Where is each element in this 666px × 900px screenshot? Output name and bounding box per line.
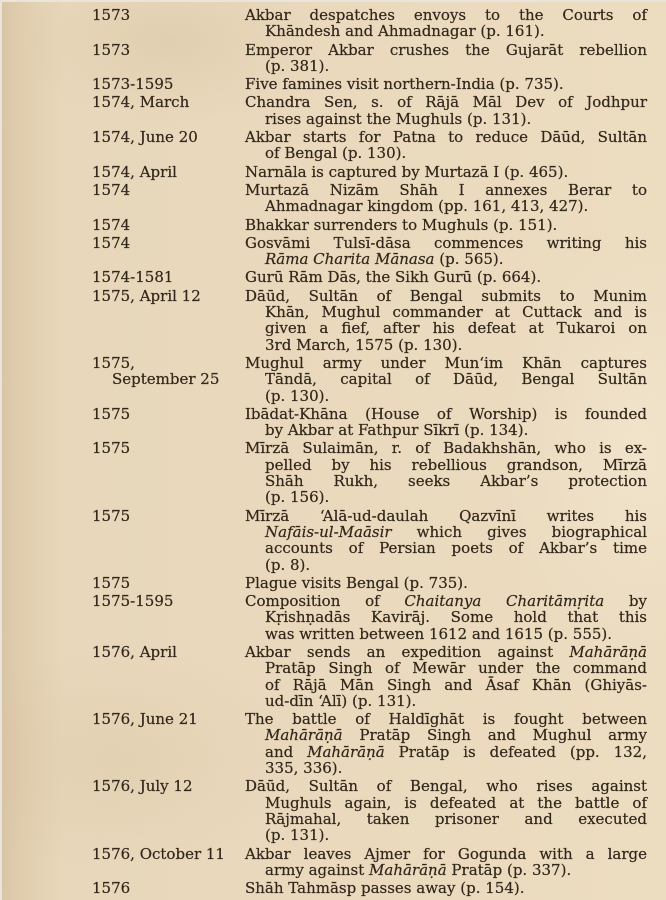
entry-date: 1574-1581 — [92, 268, 174, 287]
event-text — [245, 269, 647, 285]
event-text — [245, 711, 647, 776]
event-text-line — [245, 42, 647, 58]
date-cell — [92, 778, 245, 794]
text-segment: Kṛishṇadās Kavirāj. Some hold that this — [265, 608, 647, 627]
text-segment: Pratāp Singh and Mughul army — [342, 726, 647, 745]
timeline-row — [92, 846, 647, 879]
event-text-line — [245, 778, 647, 794]
entry-date-line2: September 25 — [112, 370, 220, 389]
event-text-line — [245, 7, 647, 23]
event-text-line — [245, 164, 647, 180]
event-text — [245, 440, 647, 505]
timeline-row — [92, 76, 647, 92]
date-cell — [92, 355, 245, 388]
text-segment: Akbar despatches envoys to the Courts of — [245, 6, 647, 24]
entry-date: 1576, July 12 — [92, 777, 193, 796]
text-segment: The battle of Haldīghāt is fought between — [245, 710, 647, 729]
date-cell — [92, 42, 245, 58]
timeline-row — [92, 508, 647, 573]
text-segment: Mughul army under Mun‘im Khān captures — [245, 353, 647, 372]
timeline-row — [92, 711, 647, 776]
text-segment: accounts of Persian poets of Akbar’s time — [265, 539, 647, 558]
text-segment: Pratāp (p. 337). — [446, 860, 572, 879]
text-segment: which gives biographical — [391, 522, 647, 541]
timeline-row — [92, 575, 647, 591]
event-text — [245, 235, 647, 268]
text-segment: Tāndā, capital of Dāūd, Bengal Sultān — [265, 370, 647, 389]
timeline-row — [92, 593, 647, 642]
entry-date: 1575 — [92, 439, 131, 458]
event-text-line — [245, 489, 647, 505]
text-segment: (p. 130). — [265, 386, 330, 405]
event-text — [245, 508, 647, 573]
text-segment: of Bengal (p. 130). — [265, 144, 407, 163]
text-segment: Akbar leaves Ajmer for Gogunda with a large — [245, 844, 647, 863]
date-cell — [92, 440, 245, 456]
event-text-line — [245, 76, 647, 92]
event-text-line — [245, 457, 647, 473]
timeline-row — [92, 235, 647, 268]
text-segment: Five famines visit northern-India (p. 735). — [245, 75, 564, 94]
event-text-line — [245, 145, 647, 161]
timeline-row — [92, 880, 647, 896]
text-segment: Pratāp is defeated (pp. 132, — [384, 742, 647, 761]
event-text — [245, 355, 647, 404]
date-cell — [92, 217, 245, 233]
date-cell — [92, 880, 245, 896]
event-text-line — [245, 269, 647, 285]
date-cell — [92, 94, 245, 110]
event-text-line — [245, 827, 647, 843]
text-segment: by — [604, 592, 647, 611]
text-segment: Pratāp Singh of Mewār under the command — [265, 659, 647, 678]
text-segment: Khāndesh and Ahmadnagar (p. 161). — [265, 22, 545, 41]
event-text-line — [245, 355, 647, 371]
text-segment: Gosvāmi Tulsī-dāsa commences writing his — [245, 233, 647, 252]
entry-date: 1573 — [92, 6, 131, 24]
italic-work-title: Mahārāṇā — [265, 726, 343, 745]
event-text-line — [245, 440, 647, 456]
entry-date: 1574, March — [92, 93, 190, 112]
date-cell — [92, 235, 245, 251]
event-text-line — [245, 320, 647, 336]
entry-date: 1575, — [92, 353, 135, 372]
event-text-line — [245, 575, 647, 591]
event-text-line — [245, 609, 647, 625]
timeline-row — [92, 182, 647, 215]
text-segment: given a fief, after his defeat at Tukaroi on — [265, 319, 647, 338]
event-text-line — [245, 593, 647, 609]
date-cell — [92, 593, 245, 609]
text-segment: (p. 8). — [265, 555, 311, 574]
entry-date: 1576 — [92, 879, 131, 898]
event-text — [245, 575, 647, 591]
text-segment: pelled by his rebellious grandson, Mīrzā — [265, 455, 647, 474]
text-segment: Composition of — [245, 592, 405, 611]
entry-date: 1575 — [92, 404, 131, 423]
timeline-row — [92, 129, 647, 162]
entry-date: 1576, June 21 — [92, 710, 198, 729]
date-cell — [92, 164, 245, 180]
text-segment: Bhakkar surrenders to Mughuls (p. 151). — [245, 215, 558, 234]
event-text-line — [245, 235, 647, 251]
event-text-line — [245, 406, 647, 422]
text-segment: of Rājā Mān Singh and Āsaf Khān (Ghiyās- — [265, 675, 647, 694]
event-text-line — [245, 524, 647, 540]
italic-work-title: Mahārāṇā — [369, 860, 447, 879]
timeline-row — [92, 217, 647, 233]
text-segment: (p. 565). — [434, 250, 504, 269]
timeline-row — [92, 644, 647, 709]
italic-work-title: Nafāis-ul-Maāsir — [265, 522, 392, 541]
event-text-line — [245, 58, 647, 74]
event-text — [245, 406, 647, 439]
scan-edge-left — [0, 0, 2, 900]
event-text — [245, 182, 647, 215]
event-text-line — [245, 304, 647, 320]
entry-date: 1574, April — [92, 162, 177, 181]
text-segment: 335, 336). — [265, 759, 343, 778]
event-text — [245, 129, 647, 162]
event-text-line — [245, 388, 647, 404]
event-text-line — [245, 880, 647, 896]
italic-work-title: Chaitanya Charitāmṛita — [404, 592, 605, 611]
text-segment: (p. 381). — [265, 56, 330, 75]
date-cell — [92, 7, 245, 23]
timeline — [92, 7, 647, 898]
text-segment: Dāūd, Sultān of Bengal, who rises against — [245, 777, 647, 796]
italic-work-title: Rāma Charita Mānasa — [265, 250, 435, 269]
text-segment: by Akbar at Fathpur Sīkrī (p. 134). — [265, 421, 529, 440]
entry-date: 1574, June 20 — [92, 128, 198, 147]
event-text-line — [245, 422, 647, 438]
entry-date: 1575-1595 — [92, 592, 174, 611]
scan-edge-top — [0, 0, 666, 2]
event-text-line — [245, 644, 647, 660]
event-text — [245, 76, 647, 92]
event-text — [245, 164, 647, 180]
event-text-line — [245, 94, 647, 110]
event-text — [245, 644, 647, 709]
text-segment: Shāh Rukh, seeks Akbar’s protection — [265, 472, 647, 491]
event-text — [245, 7, 647, 40]
text-segment: rises against the Mughuls (p. 131). — [265, 109, 532, 128]
event-text-line — [245, 626, 647, 642]
date-cell — [92, 269, 245, 285]
entry-date: 1576, October 11 — [92, 844, 225, 863]
entry-date: 1575 — [92, 506, 131, 525]
event-text — [245, 880, 647, 896]
event-text-line — [245, 182, 647, 198]
entry-date: 1574 — [92, 233, 131, 252]
text-segment: (p. 156). — [265, 488, 330, 507]
event-text-line — [245, 660, 647, 676]
text-segment: Mīrzā Sulaimān, r. of Badakhshān, who is ex- — [245, 439, 647, 458]
timeline-row — [92, 288, 647, 353]
text-segment: Emperor Akbar crushes the Gujarāt rebellion — [245, 40, 647, 59]
event-text-line — [245, 129, 647, 145]
timeline-row — [92, 440, 647, 505]
text-segment: Akbar sends an expedition against — [245, 642, 570, 661]
event-text-line — [245, 727, 647, 743]
text-segment: Mīrzā ‘Alā-ud-daulah Qazvīnī writes his — [245, 506, 647, 525]
text-segment: Chandra Sen, s. of Rājā Māl Dev of Jodhpur — [245, 93, 647, 112]
date-cell — [92, 846, 245, 862]
event-text-line — [245, 217, 647, 233]
event-text — [245, 42, 647, 75]
event-text-line — [245, 508, 647, 524]
event-text-line — [245, 795, 647, 811]
event-text-line — [245, 111, 647, 127]
text-segment: Mughuls again, is defeated at the battle of — [265, 793, 647, 812]
date-cell — [92, 406, 245, 422]
text-segment: Narnāla is captured by Murtazā I (p. 465). — [245, 162, 569, 181]
event-text-line — [245, 744, 647, 760]
event-text-line — [245, 677, 647, 693]
event-text-line — [245, 371, 647, 387]
entry-date: 1573 — [92, 40, 131, 59]
event-text — [245, 778, 647, 843]
timeline-row — [92, 7, 647, 40]
date-cell — [92, 288, 245, 304]
text-segment: Murtazā Nizām Shāh I annexes Berar to — [245, 180, 647, 199]
timeline-row — [92, 406, 647, 439]
event-text — [245, 288, 647, 353]
event-text-line — [245, 288, 647, 304]
event-text — [245, 846, 647, 879]
text-segment: Rājmahal, taken prisoner and executed — [265, 809, 647, 828]
event-text-line — [245, 198, 647, 214]
text-segment: army against — [265, 860, 370, 879]
entry-date: 1574 — [92, 215, 131, 234]
event-text — [245, 217, 647, 233]
event-text-line — [245, 693, 647, 709]
event-text-line — [245, 811, 647, 827]
text-segment: (p. 131). — [265, 826, 330, 845]
event-text — [245, 94, 647, 127]
event-text-line — [245, 862, 647, 878]
text-segment: Gurū Rām Dās, the Sikh Gurū (p. 664). — [245, 268, 542, 287]
event-text-line — [245, 251, 647, 267]
italic-work-title: Mahārāṇā — [569, 642, 647, 661]
timeline-row — [92, 778, 647, 843]
text-segment: ud-dīn ‘Alī) (p. 131). — [265, 691, 417, 710]
text-segment: Shāh Tahmāsp passes away (p. 154). — [245, 879, 525, 898]
entry-date: 1575 — [92, 573, 131, 592]
date-cell — [92, 182, 245, 198]
text-segment: Ahmadnagar kingdom (pp. 161, 413, 427). — [265, 197, 589, 216]
text-segment: Plague visits Bengal (p. 735). — [245, 573, 468, 592]
event-text-line — [245, 540, 647, 556]
timeline-row — [92, 164, 647, 180]
event-text-line — [245, 473, 647, 489]
event-text-line — [245, 760, 647, 776]
event-text-line — [245, 846, 647, 862]
entry-date: 1576, April — [92, 642, 177, 661]
date-cell — [92, 76, 245, 92]
entry-date: 1574 — [92, 180, 131, 199]
text-segment: Khān, Mughul commander at Cuttack and is — [265, 303, 647, 322]
event-text-line — [245, 23, 647, 39]
event-text-line — [245, 557, 647, 573]
event-text-line — [245, 711, 647, 727]
event-text-line — [245, 337, 647, 353]
date-cell — [92, 711, 245, 727]
text-segment: and — [265, 742, 308, 761]
italic-work-title: Mahārāṇā — [307, 742, 385, 761]
timeline-row — [92, 94, 647, 127]
event-text — [245, 593, 647, 642]
date-cell — [92, 508, 245, 524]
text-segment: Dāūd, Sultān of Bengal submits to Munim — [245, 286, 647, 305]
timeline-row — [92, 42, 647, 75]
timeline-row — [92, 355, 647, 404]
timeline-row — [92, 269, 647, 285]
entry-date: 1575, April 12 — [92, 286, 201, 305]
text-segment: 3rd March, 1575 (p. 130). — [265, 335, 463, 354]
date-cell — [92, 129, 245, 145]
entry-date: 1573-1595 — [92, 75, 174, 94]
date-cell — [92, 644, 245, 660]
text-segment: Ibādat-Khāna (House of Worship) is founded — [245, 404, 647, 423]
text-segment: Akbar starts for Patna to reduce Dāūd, Sultān — [245, 128, 647, 147]
date-cell — [92, 575, 245, 591]
text-segment: was written between 1612 and 1615 (p. 555). — [265, 624, 613, 643]
